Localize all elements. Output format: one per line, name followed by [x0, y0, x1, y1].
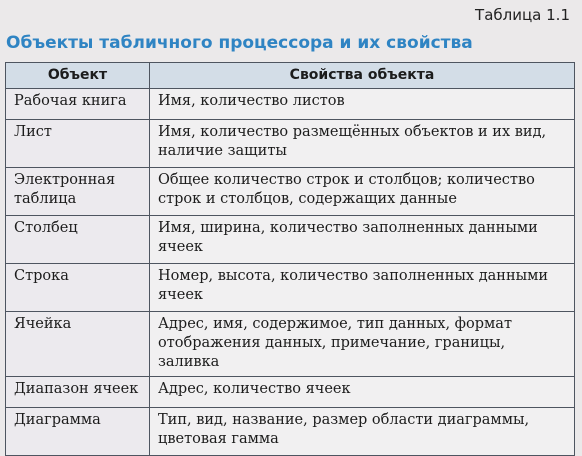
table-title: Объекты табличного процессора и их свойства [6, 33, 473, 53]
row-object: Столбец [6, 216, 150, 264]
table-row [6, 216, 575, 264]
table-row [6, 312, 575, 377]
table-row [6, 408, 575, 456]
row-object: Диаграмма [6, 408, 150, 456]
row-object: Ячейка [6, 312, 150, 377]
header-properties: Свойства объекта [150, 63, 575, 89]
row-properties: Адрес, количество ячеек [150, 377, 575, 408]
row-object: Электронная таблица [6, 168, 150, 216]
row-properties: Общее количество строк и столбцов; количество строк и столбцов, содержащих данные [150, 168, 575, 216]
row-object: Диапазон ячеек [6, 377, 150, 408]
row-properties: Номер, высота, количество заполненных данными ячеек [150, 264, 575, 312]
table-row [6, 120, 575, 168]
row-object: Лист [6, 120, 150, 168]
row-properties: Тип, вид, название, размер области диаграммы, цветовая гамма [150, 408, 575, 456]
table-number-label: Таблица 1.1 [475, 6, 570, 24]
row-object: Рабочая книга [6, 89, 150, 120]
row-properties: Имя, ширина, количество заполненных данными ячеек [150, 216, 575, 264]
row-object: Строка [6, 264, 150, 312]
row-properties: Адрес, имя, содержимое, тип данных, формат отображения данных, примечание, границы, заливка [150, 312, 575, 377]
row-properties: Имя, количество размещённых объектов и их вид, наличие защиты [150, 120, 575, 168]
header-row [6, 63, 575, 89]
table-row [6, 377, 575, 408]
table-row [6, 168, 575, 216]
table-row [6, 89, 575, 120]
row-properties: Имя, количество листов [150, 89, 575, 120]
table-row [6, 264, 575, 312]
header-object: Объект [6, 63, 150, 89]
objects-properties-table [5, 62, 575, 456]
